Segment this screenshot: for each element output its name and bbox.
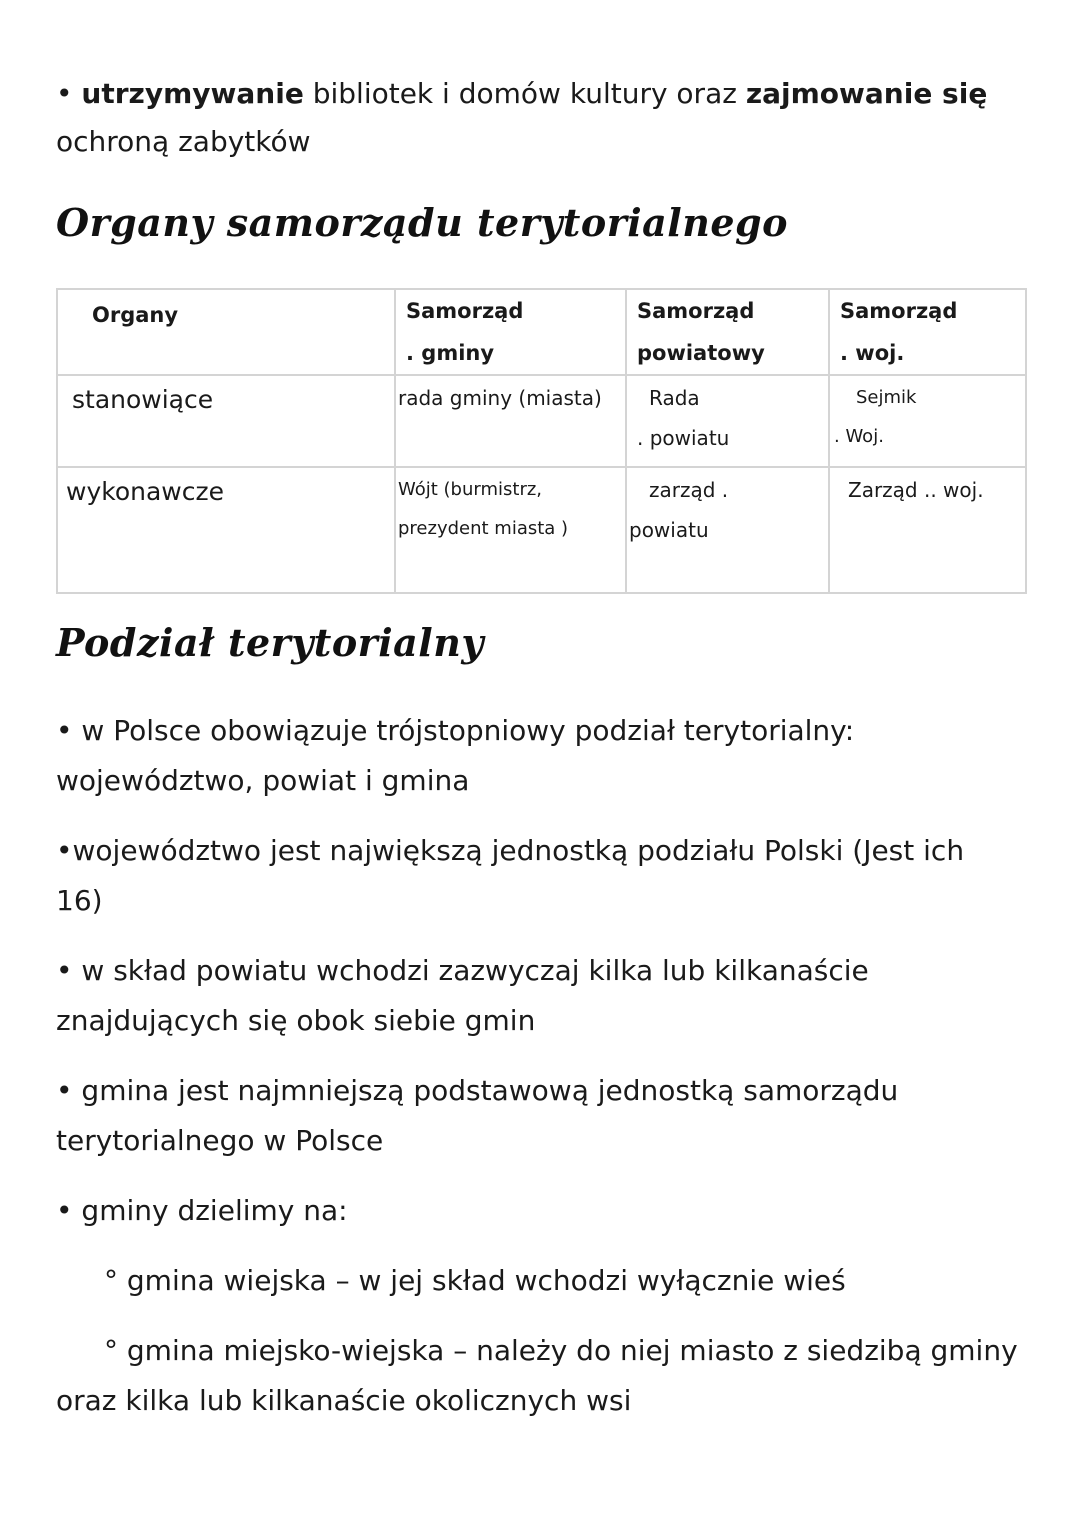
intro-paragraph [56,70,1020,166]
intro-bold-1: utrzymywanie [81,77,304,110]
list-item [56,826,1020,926]
list-item [56,946,1020,1046]
bullet-4-line1: • gmina jest najmniejszą podstawową jednostką samorządu [56,1074,899,1107]
cell-rada-line2: . powiatu [637,426,730,450]
table-cell [395,467,626,593]
bullet-list [56,706,1020,1426]
table-cell [829,375,1026,467]
header-woj-line2: . woj. [840,341,905,365]
cell-rada-line1: Rada [649,386,700,410]
intro-line-1 [56,70,1020,118]
table-cell [395,375,626,467]
table-cell [57,467,395,593]
table-header-cell [395,289,626,375]
bullet-2-line1: •województwo jest największą jednostką podziału Polski (Jest ich [56,834,965,867]
sub-bullet-2-line1: ° gmina miejsko-wiejska – należy do niej miasto z siedzibą gminy [104,1334,1018,1367]
cell-wojt-line2: prezydent miasta ) [398,518,569,539]
list-item [56,706,1020,806]
bullet-3-line1: • w skład powiatu wchodzi zazwyczaj kilka lub kilkanaście [56,954,869,987]
bullet-1-line1: • w Polsce obowiązuje trójstopniowy podział terytorialny: [56,714,855,747]
bullet-2-line2: 16) [56,884,103,917]
bullet-3-line2: znajdujących się obok siebie gmin [56,1004,536,1037]
bullet-1-line2: województwo, powiat i gmina [56,764,470,797]
intro-line-2: ochroną zabytków [56,125,311,158]
cell-rada-gminy: rada gminy (miasta) [398,386,602,410]
list-item [56,1066,1020,1166]
table-cell [57,375,395,467]
cell-sejmik-line1: Sejmik [856,387,917,408]
header-gmina-line2: . gminy [406,341,495,365]
table-header-row [57,289,1026,375]
header-gmina-line1: Samorząd [406,299,524,323]
bullet-5-line1: • gminy dzielimy na: [56,1194,348,1227]
table-header-cell [626,289,829,375]
cell-zarzad-powiatu-line2: powiatu [629,518,709,542]
sub-bullet-1-line1: ° gmina wiejska – w jej skład wchodzi wyłącznie wieś [104,1264,846,1297]
table-header-cell [829,289,1026,375]
header-powiat-line1: Samorząd [637,299,755,323]
intro-bold-2: zajmowanie się [745,77,988,110]
intro-text-1: bibliotek i domów kultury oraz [303,77,746,110]
heading-organy: Organy samorządu terytorialnego [56,200,788,245]
header-organy: Organy [92,303,179,327]
header-powiat-line2: powiatowy [637,341,765,365]
row-label-wykonawcze: wykonawcze [66,477,224,506]
heading-podzial-wrap [56,620,1020,665]
sub-bullet-2-line2: oraz kilka lub kilkanaście okolicznych wsi [56,1384,632,1417]
table-cell [626,467,829,593]
cell-wojt-line1: Wójt (burmistrz, [398,479,543,500]
bullet-marker: • [56,77,73,110]
cell-sejmik-line2: . Woj. [834,426,884,447]
heading-podzial: Podział terytorialny [56,620,484,665]
cell-zarzad-woj: Zarząd .. woj. [848,478,984,502]
table-row [57,467,1026,593]
header-woj-line1: Samorząd [840,299,958,323]
table-cell [626,375,829,467]
organy-table [56,288,1027,594]
table-header-cell [57,289,395,375]
bullet-4-line2: terytorialnego w Polsce [56,1124,384,1157]
list-item [56,1256,1020,1306]
heading-organy-wrap [56,200,1020,245]
list-item [56,1326,1020,1426]
row-label-stanowiace: stanowiące [72,385,214,414]
table-cell [829,467,1026,593]
cell-zarzad-powiatu-line1: zarząd . [649,478,729,502]
table-row [57,375,1026,467]
list-item [56,1186,1020,1236]
